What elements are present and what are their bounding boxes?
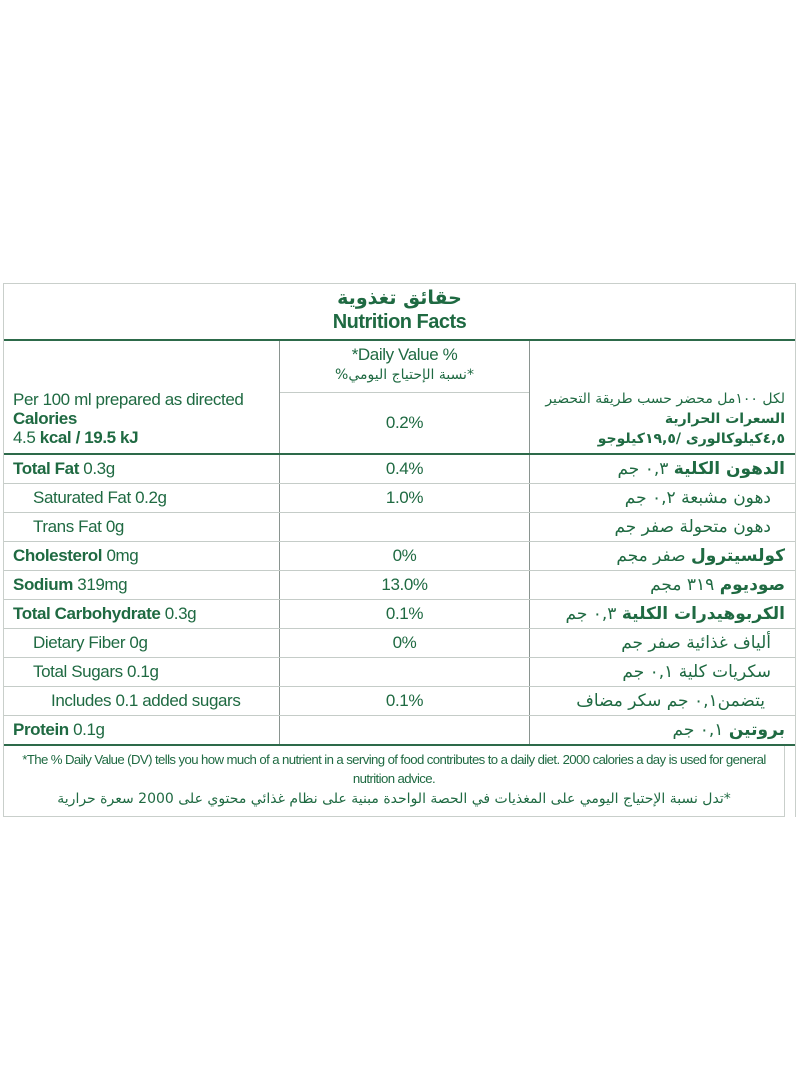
nutrient-text: 0.3g: [78, 459, 115, 478]
nutrient-text: ٣١٩ مجم: [650, 575, 720, 595]
nutrient-text: Trans Fat 0g: [33, 517, 124, 536]
title-english: Nutrition Facts: [332, 311, 467, 333]
nutrition-table: [4, 341, 795, 746]
nutrient-text: ٠,١ جم: [672, 720, 729, 740]
nutrient-text: Saturated Fat 0.2g: [33, 488, 167, 507]
nutrient-text: الدهون الكلية: [673, 459, 785, 479]
nutrient-text: kcal / 19.5 kJ: [39, 428, 139, 447]
nutrient-text: Cholesterol: [13, 546, 103, 565]
footnote-arabic: *تدل نسبة الإحتياج اليومي على المغذيات في الحصة الواحدة مبنية على نظام غذائي محتوي على 2000 سعرة حرارية: [57, 791, 731, 807]
nutrient-label-ar: [530, 571, 796, 600]
nutrient-label-en: [4, 629, 280, 658]
header-row: [4, 341, 795, 454]
nutrient-daily-value: 0%: [280, 542, 530, 571]
serving-size-ar: لكل ١٠٠مل محضر حسب طريقة التحضير: [545, 391, 785, 407]
calories-value-ar: ٤,٥كيلوكالورى /١٩,٥كيلوجو: [597, 431, 785, 447]
nutrient-label-ar: [530, 629, 796, 658]
nutrient-label-en: [4, 542, 280, 571]
daily-value-header: [280, 341, 530, 454]
nutrient-text: بروتين: [728, 720, 785, 740]
nutrient-text: صوديوم: [719, 575, 785, 595]
nutrient-daily-value: [280, 658, 530, 687]
footnote: [4, 746, 785, 817]
nutrient-label-en: [4, 716, 280, 746]
nutrient-daily-value: 1.0%: [280, 484, 530, 513]
nutrient-daily-value: 0.4%: [280, 454, 530, 484]
calories-value-en: [13, 428, 279, 447]
nutrient-text: 4.5: [13, 428, 40, 447]
nutrient-row-total-sugars: [4, 658, 795, 687]
nutrition-facts-label: [3, 283, 796, 817]
nutrient-text: دهون متحولة صفر جم: [614, 517, 771, 537]
calories-label-ar: السعرات الحرارية: [664, 411, 785, 427]
nutrient-text: ٠,٣ جم: [565, 604, 622, 624]
serving-info-en: [4, 341, 280, 454]
nutrient-row-protein: [4, 716, 795, 746]
nutrient-label-en: [4, 658, 280, 687]
nutrient-text: الكربوهيدرات الكلية: [621, 604, 785, 624]
nutrient-text: دهون مشبعة ٠,٢ جم: [624, 488, 771, 508]
nutrient-label-en: [4, 454, 280, 484]
nutrient-text: كولسيترول: [691, 546, 785, 566]
nutrient-text: Total Fat: [13, 459, 79, 478]
nutrient-text: Dietary Fiber 0g: [33, 633, 148, 652]
daily-value-title-ar: *نسبة الإحتياج اليومي%: [335, 367, 474, 383]
nutrient-label-ar: [530, 542, 796, 571]
nutrient-text: Sodium: [13, 575, 73, 594]
calories-dv: 0.2%: [385, 413, 424, 432]
nutrient-label-en: [4, 571, 280, 600]
nutrient-row-saturated-fat: [4, 484, 795, 513]
nutrient-text: ألياف غذائية صفر جم: [621, 633, 771, 653]
nutrient-daily-value: 0.1%: [280, 687, 530, 716]
nutrient-row-total-carbohydrate: [4, 600, 795, 629]
nutrient-row-sodium: [4, 571, 795, 600]
nutrient-row-trans-fat: [4, 513, 795, 542]
nutrient-daily-value: [280, 716, 530, 746]
nutrient-label-en: [4, 687, 280, 716]
nutrient-label-ar: [530, 658, 796, 687]
nutrient-label-ar: [530, 716, 796, 746]
title-arabic: حقائق تغذوية: [337, 287, 462, 309]
footnote-english: *The % Daily Value (DV) tells you how much of a nutrient in a serving of food contributes to a daily diet. 2000 calories a day is used for general nutrition advice.: [22, 752, 766, 786]
nutrient-label-en: [4, 600, 280, 629]
nutrient-text: ٠,٣ جم: [617, 459, 674, 479]
nutrient-text: Total Sugars 0.1g: [33, 662, 159, 681]
nutrient-row-cholesterol: [4, 542, 795, 571]
nutrient-row-added-sugars: [4, 687, 795, 716]
nutrient-text: 0.3g: [160, 604, 197, 623]
nutrient-row-total-fat: [4, 454, 795, 484]
nutrient-text: 319mg: [72, 575, 128, 594]
nutrient-text: Protein: [13, 720, 69, 739]
nutrient-daily-value: 0%: [280, 629, 530, 658]
nutrient-text: 0.1g: [68, 720, 105, 739]
nutrient-daily-value: 0.1%: [280, 600, 530, 629]
nutrient-row-dietary-fiber: [4, 629, 795, 658]
nutrient-text: Total Carbohydrate: [13, 604, 161, 623]
nutrient-text: صفر مجم: [616, 546, 691, 566]
nutrient-label-ar: [530, 687, 796, 716]
nutrient-label-ar: [530, 484, 796, 513]
nutrient-label-ar: [530, 600, 796, 629]
nutrient-text: يتضمن٠,١ جم سكر مضاف: [576, 691, 765, 711]
daily-value-title-en: *Daily Value %: [351, 345, 458, 364]
serving-size-en: Per 100 ml prepared as directed: [13, 390, 244, 409]
nutrient-daily-value: 13.0%: [280, 571, 530, 600]
nutrient-daily-value: [280, 513, 530, 542]
nutrient-text: 0mg: [102, 546, 139, 565]
serving-info-ar: [530, 341, 796, 454]
nutrient-text: Includes 0.1 added sugars: [51, 691, 241, 710]
nutrient-text: سكريات كلية ٠,١ جم: [622, 662, 771, 682]
title-block: [4, 284, 795, 341]
calories-label-en: Calories: [13, 409, 77, 428]
nutrient-label-ar: [530, 513, 796, 542]
nutrient-label-en: [4, 513, 280, 542]
nutrient-label-ar: [530, 454, 796, 484]
nutrient-label-en: [4, 484, 280, 513]
